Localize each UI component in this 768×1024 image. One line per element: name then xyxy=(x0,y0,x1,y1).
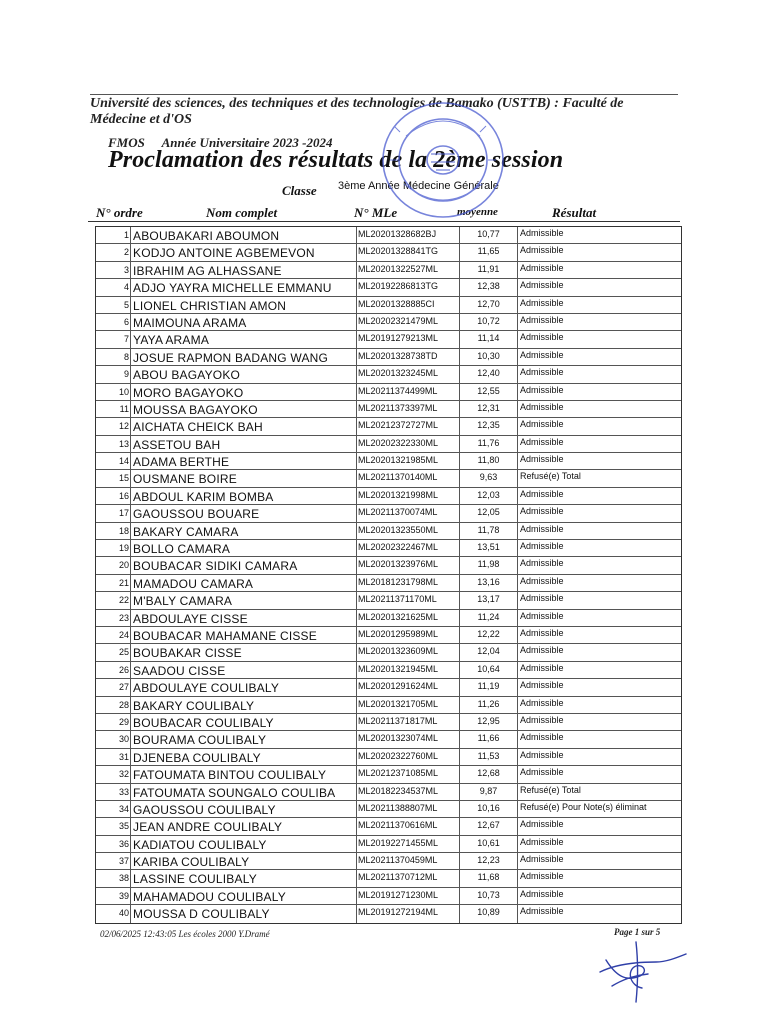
row-average: 12,22 xyxy=(460,627,518,643)
table-row xyxy=(96,366,681,383)
table-row xyxy=(96,523,681,540)
row-result: Admissible xyxy=(520,401,564,412)
row-result: Admissible xyxy=(520,297,564,308)
row-result: Admissible xyxy=(520,488,564,499)
row-full-name: BOUBACAR MAHAMANE CISSE xyxy=(131,627,357,643)
row-result: Admissible xyxy=(520,454,564,465)
row-full-name: BOUBAKAR CISSE xyxy=(131,644,357,660)
row-order-number: 16 xyxy=(96,488,131,504)
row-order-number: 32 xyxy=(96,766,131,782)
table-row xyxy=(96,592,681,609)
row-full-name: MOUSSA BAGAYOKO xyxy=(131,401,357,417)
row-mle-number: ML20201321705ML xyxy=(357,697,460,713)
row-order-number: 21 xyxy=(96,575,131,591)
row-mle-number: ML20201323245ML xyxy=(357,366,460,382)
row-full-name: FATOUMATA BINTOU COULIBALY xyxy=(131,766,357,782)
row-mle-number: ML20202322760ML xyxy=(357,749,460,765)
row-full-name: BAKARY COULIBALY xyxy=(131,697,357,713)
table-row xyxy=(96,244,681,261)
row-order-number: 4 xyxy=(96,279,131,295)
row-full-name: BOUBACAR COULIBALY xyxy=(131,714,357,730)
row-result: Admissible xyxy=(520,767,564,778)
table-row xyxy=(96,766,681,783)
row-average: 12,05 xyxy=(460,505,518,521)
row-full-name: ABDOULAYE CISSE xyxy=(131,610,357,626)
row-result: Admissible xyxy=(520,662,564,673)
row-full-name: MAMADOU CAMARA xyxy=(131,575,357,591)
row-result: Admissible xyxy=(520,749,564,760)
row-order-number: 10 xyxy=(96,384,131,400)
row-mle-number: ML20201321985ML xyxy=(357,453,460,469)
table-row xyxy=(96,679,681,696)
row-result: Admissible xyxy=(520,680,564,691)
row-order-number: 23 xyxy=(96,610,131,626)
row-average: 12,31 xyxy=(460,401,518,417)
row-mle-number: ML20202322330ML xyxy=(357,436,460,452)
row-order-number: 14 xyxy=(96,453,131,469)
table-row xyxy=(96,384,681,401)
academic-year: Année Universitaire 2023 -2024 xyxy=(161,135,333,150)
table-row xyxy=(96,279,681,296)
row-average: 10,89 xyxy=(460,905,518,922)
row-order-number: 24 xyxy=(96,627,131,643)
row-result: Admissible xyxy=(520,610,564,621)
row-full-name: M'BALY CAMARA xyxy=(131,592,357,608)
row-order-number: 12 xyxy=(96,418,131,434)
row-order-number: 27 xyxy=(96,679,131,695)
row-mle-number: ML20211371170ML xyxy=(357,592,460,608)
table-row xyxy=(96,262,681,279)
row-average: 13,16 xyxy=(460,575,518,591)
row-average: 12,38 xyxy=(460,279,518,295)
row-mle-number: ML20211374499ML xyxy=(357,384,460,400)
row-average: 11,80 xyxy=(460,453,518,469)
row-mle-number: ML20212371085ML xyxy=(357,766,460,782)
row-mle-number: ML20192271455ML xyxy=(357,836,460,852)
row-order-number: 29 xyxy=(96,714,131,730)
row-average: 10,73 xyxy=(460,888,518,904)
row-order-number: 19 xyxy=(96,540,131,556)
row-order-number: 17 xyxy=(96,505,131,521)
row-order-number: 35 xyxy=(96,818,131,834)
row-order-number: 22 xyxy=(96,592,131,608)
row-full-name: ABDOUL KARIM BOMBA xyxy=(131,488,357,504)
row-average: 11,68 xyxy=(460,870,518,886)
row-result: Admissible xyxy=(520,506,564,517)
row-mle-number: ML20191272194ML xyxy=(357,905,460,922)
row-mle-number: ML20211370712ML xyxy=(357,870,460,886)
row-average: 13,51 xyxy=(460,540,518,556)
row-order-number: 3 xyxy=(96,262,131,278)
row-order-number: 33 xyxy=(96,784,131,800)
row-average: 10,30 xyxy=(460,349,518,365)
table-row xyxy=(96,714,681,731)
row-full-name: DJENEBA COULIBALY xyxy=(131,749,357,765)
faculty-short: FMOS xyxy=(108,135,145,150)
row-mle-number: ML20201328682BJ xyxy=(357,227,460,243)
column-header-average: moyenne xyxy=(457,206,498,218)
row-mle-number: ML20211371817ML xyxy=(357,714,460,730)
row-result: Admissible xyxy=(520,436,564,447)
header-rule-top xyxy=(90,94,678,95)
table-row xyxy=(96,557,681,574)
row-mle-number: ML20211388807ML xyxy=(357,801,460,817)
row-full-name: MOUSSA D COULIBALY xyxy=(131,905,357,922)
row-full-name: ABOUBAKARI ABOUMON xyxy=(131,227,357,243)
column-header-mle: N° MLe xyxy=(354,205,398,220)
row-mle-number: ML20201295989ML xyxy=(357,627,460,643)
table-row xyxy=(96,575,681,592)
row-full-name: KARIBA COULIBALY xyxy=(131,853,357,869)
class-label: Classe xyxy=(282,183,317,198)
table-row xyxy=(96,888,681,905)
row-mle-number: ML20201328841TG xyxy=(357,244,460,260)
row-order-number: 15 xyxy=(96,470,131,486)
row-full-name: KODJO ANTOINE AGBEMEVON xyxy=(131,244,357,260)
row-average: 11,98 xyxy=(460,557,518,573)
row-average: 10,16 xyxy=(460,801,518,817)
table-row xyxy=(96,784,681,801)
row-average: 11,65 xyxy=(460,244,518,260)
table-row xyxy=(96,227,681,244)
row-result: Admissible xyxy=(520,384,564,395)
row-result: Admissible xyxy=(520,836,564,847)
table-row xyxy=(96,610,681,627)
row-order-number: 26 xyxy=(96,662,131,678)
row-order-number: 18 xyxy=(96,523,131,539)
row-mle-number: ML20211370616ML xyxy=(357,818,460,834)
table-row xyxy=(96,818,681,835)
table-row xyxy=(96,418,681,435)
table-row xyxy=(96,401,681,418)
row-average: 10,64 xyxy=(460,662,518,678)
row-mle-number: ML20191271230ML xyxy=(357,888,460,904)
row-mle-number: ML20201328738TD xyxy=(357,349,460,365)
row-result: Admissible xyxy=(520,228,564,238)
row-average: 11,78 xyxy=(460,523,518,539)
table-row xyxy=(96,749,681,766)
row-full-name: BOURAMA COULIBALY xyxy=(131,731,357,747)
row-result: Admissible xyxy=(520,558,564,569)
row-mle-number: ML20201321625ML xyxy=(357,610,460,626)
row-result: Admissible xyxy=(520,575,564,586)
row-average: 12,23 xyxy=(460,853,518,869)
row-order-number: 40 xyxy=(96,905,131,922)
row-order-number: 13 xyxy=(96,436,131,452)
row-result: Admissible xyxy=(520,888,564,899)
row-result: Admissible xyxy=(520,645,564,656)
row-result: Admissible xyxy=(520,541,564,552)
row-result: Admissible xyxy=(520,419,564,430)
page-indicator: Page 1 sur 5 xyxy=(614,927,661,937)
column-header-result: Résultat xyxy=(552,205,597,220)
table-row xyxy=(96,644,681,661)
row-result: Admissible xyxy=(520,854,564,865)
row-mle-number: ML20201322527ML xyxy=(357,262,460,278)
row-order-number: 39 xyxy=(96,888,131,904)
row-average: 12,95 xyxy=(460,714,518,730)
official-stamp-icon xyxy=(376,96,510,224)
handwritten-signature-icon xyxy=(596,936,688,1006)
table-row xyxy=(96,314,681,331)
row-average: 9,87 xyxy=(460,784,518,800)
row-average: 9,63 xyxy=(460,470,518,486)
row-full-name: BOLLO CAMARA xyxy=(131,540,357,556)
table-row xyxy=(96,488,681,505)
row-result: Admissible xyxy=(520,714,564,725)
row-order-number: 37 xyxy=(96,853,131,869)
row-full-name: JOSUE RAPMON BADANG WANG xyxy=(131,349,357,365)
row-average: 12,35 xyxy=(460,418,518,434)
row-mle-number: ML20211373397ML xyxy=(357,401,460,417)
row-result: Admissible xyxy=(520,332,564,343)
row-mle-number: ML20212372727ML xyxy=(357,418,460,434)
row-result: Admissible xyxy=(520,245,564,256)
row-full-name: IBRAHIM AG ALHASSANE xyxy=(131,262,357,278)
row-mle-number: ML20211370074ML xyxy=(357,505,460,521)
row-average: 10,77 xyxy=(460,227,518,243)
table-row xyxy=(96,470,681,487)
row-result: Refusé(e) Total xyxy=(520,471,581,482)
row-average: 12,68 xyxy=(460,766,518,782)
row-average: 12,67 xyxy=(460,818,518,834)
row-full-name: ABDOULAYE COULIBALY xyxy=(131,679,357,695)
row-full-name: MAIMOUNA ARAMA xyxy=(131,314,357,330)
column-header-order: N° ordre xyxy=(96,205,143,220)
row-order-number: 5 xyxy=(96,297,131,313)
row-full-name: ASSETOU BAH xyxy=(131,436,357,452)
row-average: 10,72 xyxy=(460,314,518,330)
row-mle-number: ML20202321479ML xyxy=(357,314,460,330)
row-mle-number: ML20201323074ML xyxy=(357,731,460,747)
row-order-number: 36 xyxy=(96,836,131,852)
row-order-number: 9 xyxy=(96,366,131,382)
table-row xyxy=(96,436,681,453)
row-average: 11,14 xyxy=(460,331,518,347)
table-row xyxy=(96,540,681,557)
row-mle-number: ML20201323976ML xyxy=(357,557,460,573)
row-full-name: ADAMA BERTHE xyxy=(131,453,357,469)
class-value: 3ème Année Médecine Générale xyxy=(338,180,499,192)
row-full-name: ABOU BAGAYOKO xyxy=(131,366,357,382)
row-order-number: 30 xyxy=(96,731,131,747)
table-row xyxy=(96,801,681,818)
table-row xyxy=(96,836,681,853)
row-order-number: 1 xyxy=(96,227,131,243)
row-average: 12,03 xyxy=(460,488,518,504)
row-average: 10,61 xyxy=(460,836,518,852)
table-row xyxy=(96,662,681,679)
row-order-number: 28 xyxy=(96,697,131,713)
table-row xyxy=(96,297,681,314)
row-result: Admissible xyxy=(520,593,564,604)
table-row xyxy=(96,870,681,887)
row-average: 11,66 xyxy=(460,731,518,747)
row-result: Admissible xyxy=(520,871,564,882)
table-row xyxy=(96,905,681,922)
table-row xyxy=(96,627,681,644)
row-average: 11,19 xyxy=(460,679,518,695)
row-full-name: ADJO YAYRA MICHELLE EMMANU xyxy=(131,279,357,295)
row-average: 12,70 xyxy=(460,297,518,313)
row-order-number: 2 xyxy=(96,244,131,260)
row-result: Refusé(e) Total xyxy=(520,784,581,795)
row-mle-number: ML20192286813TG xyxy=(357,279,460,295)
row-order-number: 8 xyxy=(96,349,131,365)
row-full-name: LASSINE COULIBALY xyxy=(131,870,357,886)
row-mle-number: ML20201323550ML xyxy=(357,523,460,539)
row-mle-number: ML20201323609ML xyxy=(357,644,460,660)
table-row xyxy=(96,331,681,348)
row-result: Admissible xyxy=(520,697,564,708)
row-full-name: GAOUSSOU COULIBALY xyxy=(131,801,357,817)
row-order-number: 6 xyxy=(96,314,131,330)
row-full-name: OUSMANE BOIRE xyxy=(131,470,357,486)
table-row xyxy=(96,697,681,714)
row-result: Admissible xyxy=(520,523,564,534)
row-result: Admissible xyxy=(520,262,564,273)
row-result: Admissible xyxy=(520,280,564,291)
row-result: Admissible xyxy=(520,819,564,830)
row-average: 11,53 xyxy=(460,749,518,765)
row-average: 11,91 xyxy=(460,262,518,278)
row-result: Admissible xyxy=(520,314,564,325)
row-average: 11,26 xyxy=(460,697,518,713)
row-order-number: 34 xyxy=(96,801,131,817)
row-mle-number: ML20211370459ML xyxy=(357,853,460,869)
row-full-name: LIONEL CHRISTIAN AMON xyxy=(131,297,357,313)
row-order-number: 25 xyxy=(96,644,131,660)
row-average: 12,55 xyxy=(460,384,518,400)
row-mle-number: ML20201328885CI xyxy=(357,297,460,313)
table-row xyxy=(96,453,681,470)
row-full-name: MORO BAGAYOKO xyxy=(131,384,357,400)
row-average: 12,04 xyxy=(460,644,518,660)
row-result: Admissible xyxy=(520,349,564,360)
row-full-name: SAADOU CISSE xyxy=(131,662,357,678)
results-table xyxy=(95,226,682,924)
row-full-name: FATOUMATA SOUNGALO COULIBA xyxy=(131,784,357,800)
row-result: Admissible xyxy=(520,367,564,378)
row-full-name: YAYA ARAMA xyxy=(131,331,357,347)
row-mle-number: ML20202322467ML xyxy=(357,540,460,556)
row-result: Admissible xyxy=(520,906,564,917)
table-row xyxy=(96,505,681,522)
column-header-name: Nom complet xyxy=(206,205,278,220)
row-full-name: BOUBACAR SIDIKI CAMARA xyxy=(131,557,357,573)
row-mle-number: ML20182234537ML xyxy=(357,784,460,800)
row-full-name: MAHAMADOU COULIBALY xyxy=(131,888,357,904)
row-full-name: AICHATA CHEICK BAH xyxy=(131,418,357,434)
row-average: 11,24 xyxy=(460,610,518,626)
row-mle-number: ML20201321998ML xyxy=(357,488,460,504)
table-row xyxy=(96,731,681,748)
row-average: 12,40 xyxy=(460,366,518,382)
row-full-name: BAKARY CAMARA xyxy=(131,523,357,539)
print-footer: 02/06/2025 12:43:05 Les écoles 2000 Y.Dramé xyxy=(100,929,270,939)
row-result: Admissible xyxy=(520,732,564,743)
page-title: Proclamation des résultats de la 2ème session xyxy=(108,147,564,173)
row-result: Refusé(e) Pour Note(s) éliminat xyxy=(520,801,647,812)
row-order-number: 20 xyxy=(96,557,131,573)
row-mle-number: ML20201291624ML xyxy=(357,679,460,695)
row-mle-number: ML20201321945ML xyxy=(357,662,460,678)
row-full-name: GAOUSSOU BOUARE xyxy=(131,505,357,521)
institution-name: Université des sciences, des techniques et des technologies de Bamako (USTTB) : Faculté de Médecine et d'OS xyxy=(90,96,624,127)
table-row xyxy=(96,349,681,366)
table-row xyxy=(96,853,681,870)
row-result: Admissible xyxy=(520,627,564,638)
row-order-number: 31 xyxy=(96,749,131,765)
row-average: 13,17 xyxy=(460,592,518,608)
row-average: 11,76 xyxy=(460,436,518,452)
row-order-number: 38 xyxy=(96,870,131,886)
row-mle-number: ML20191279213ML xyxy=(357,331,460,347)
row-full-name: JEAN ANDRE COULIBALY xyxy=(131,818,357,834)
row-mle-number: ML20211370140ML xyxy=(357,470,460,486)
row-order-number: 11 xyxy=(96,401,131,417)
row-mle-number: ML20181231798ML xyxy=(357,575,460,591)
row-order-number: 7 xyxy=(96,331,131,347)
row-full-name: KADIATOU COULIBALY xyxy=(131,836,357,852)
